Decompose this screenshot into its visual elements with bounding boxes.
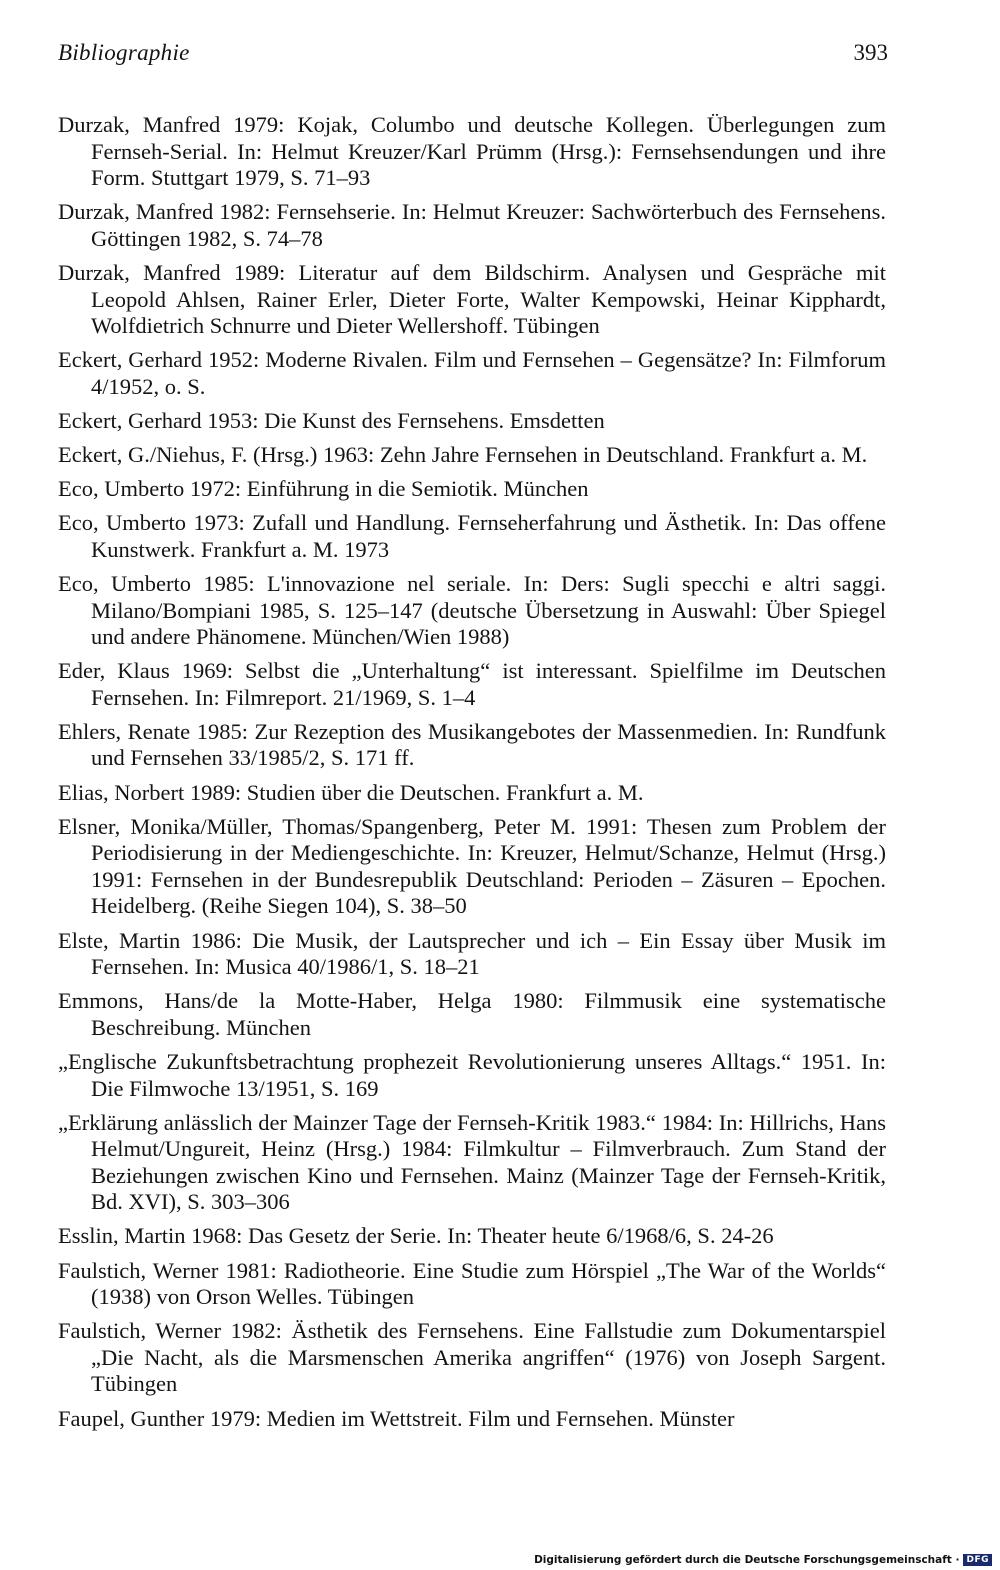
bibliography-entry: Faulstich, Werner 1981: Radiotheorie. Eine Studie zum Hörspiel „The War of the Worlds“ (1938) von Orson Welles. Tübingen <box>58 1257 886 1310</box>
dfg-logo: DFG <box>963 1554 992 1566</box>
bibliography-entry: Eco, Umberto 1985: L'innovazione nel seriale. In: Ders: Sugli specchi e altri saggi. Milano/Bompiani 1985, S. 125–147 (deutsche Übersetzung in Auswahl: Über Spiegel und andere Phänomene. München/Wien 1988) <box>58 570 886 650</box>
bibliography-entry: Elsner, Monika/Müller, Thomas/Spangenberg, Peter M. 1991: Thesen zum Problem der Periodisierung in der Mediengeschichte. In: Kreuzer, Helmut/Schanze, Helmut (Hrsg.) 1991: Fernsehen in der Bundesrepublik Deutschland: Perioden – Zäsuren – Epochen. Heidelberg. (Reihe Siegen 104), S. 38–50 <box>58 813 886 919</box>
bibliography-entry: Esslin, Martin 1968: Das Gesetz der Serie. In: Theater heute 6/1968/6, S. 24-26 <box>58 1223 774 1249</box>
bibliography-entry: Durzak, Manfred 1989: Literatur auf dem Bildschirm. Analysen und Gespräche mit Leopold Ahlsen, Rainer Erler, Dieter Forte, Walter Kempowski, Heinar Kipphardt, Wolfdietrich Schnurre und Dieter Wellershoff. Tübingen <box>58 259 886 339</box>
bibliography-entry: Eco, Umberto 1972: Einführung in die Semiotik. München <box>58 476 589 502</box>
bibliography-entry: Eckert, Gerhard 1952: Moderne Rivalen. Film und Fernsehen – Gegensätze? In: Filmforum 4/1952, o. S. <box>58 347 886 399</box>
digitization-notice-text: Digitalisierung gefördert durch die Deutsche Forschungsgemeinschaft · <box>534 1554 960 1566</box>
running-header-title: Bibliographie <box>58 40 190 65</box>
bibliography-entry: „Erklärung anlässlich der Mainzer Tage der Fernseh-Kritik 1983.“ 1984: In: Hillrichs, Hans Helmut/Ungureit, Heinz (Hrsg.) 1984: Filmkultur – Filmverbrauch. Zum Stand der Beziehungen zwischen Kino und Fernsehen. Mainz (Mainzer Tage der Fernseh-Kritik, Bd. XVI), S. 303–306 <box>58 1109 886 1215</box>
page-number: 393 <box>853 40 888 65</box>
bibliography-list <box>58 112 886 1440</box>
bibliography-entry: Eckert, Gerhard 1953: Die Kunst des Fernsehens. Emsdetten <box>58 407 605 433</box>
bibliography-entry: Durzak, Manfred 1979: Kojak, Columbo und deutsche Kollegen. Überlegungen zum Fernseh-Serial. In: Helmut Kreuzer/Karl Prümm (Hrsg.): Fernsehsendungen und ihre Form. Stuttgart 1979, S. 71–93 <box>58 112 886 191</box>
bibliography-entry: Emmons, Hans/de la Motte-Haber, Helga 1980: Filmmusik eine systematische Beschreibung. München <box>58 988 886 1040</box>
bibliography-entry: Eder, Klaus 1969: Selbst die „Unterhaltung“ ist interessant. Spielfilme im Deutschen Fernsehen. In: Filmreport. 21/1969, S. 1–4 <box>58 658 886 710</box>
bibliography-entry: Elste, Martin 1986: Die Musik, der Lautsprecher und ich – Ein Essay über Musik im Fernsehen. In: Musica 40/1986/1, S. 18–21 <box>58 927 886 980</box>
bibliography-entry: Faulstich, Werner 1982: Ästhetik des Fernsehens. Eine Fallstudie zum Dokumentarspiel „Die Nacht, als die Marsmenschen Amerika angriffen“ (1976) von Joseph Sargent. Tübingen <box>58 1318 886 1397</box>
bibliography-entry: Eckert, G./Niehus, F. (Hrsg.) 1963: Zehn Jahre Fernsehen in Deutschland. Frankfurt a. M. <box>58 442 868 468</box>
bibliography-entry: Ehlers, Renate 1985: Zur Rezeption des Musikangebotes der Massenmedien. In: Rundfunk und Fernsehen 33/1985/2, S. 171 ff. <box>58 718 886 771</box>
bibliography-entry: Elias, Norbert 1989: Studien über die Deutschen. Frankfurt a. M. <box>58 779 644 805</box>
bibliography-entry: Faupel, Gunther 1979: Medien im Wettstreit. Film und Fernsehen. Münster <box>58 1405 735 1431</box>
bibliography-entry: „Englische Zukunftsbetrachtung prophezeit Revolutionierung unseres Alltags.“ 1951. In: Die Filmwoche 13/1951, S. 169 <box>58 1048 886 1101</box>
bibliography-entry: Durzak, Manfred 1982: Fernsehserie. In: Helmut Kreuzer: Sachwörterbuch des Fernsehens. Göttingen 1982, S. 74–78 <box>58 199 886 251</box>
digitization-notice <box>534 1554 992 1566</box>
bibliography-entry: Eco, Umberto 1973: Zufall und Handlung. Fernseherfahrung und Ästhetik. In: Das offene Kunstwerk. Frankfurt a. M. 1973 <box>58 510 886 562</box>
